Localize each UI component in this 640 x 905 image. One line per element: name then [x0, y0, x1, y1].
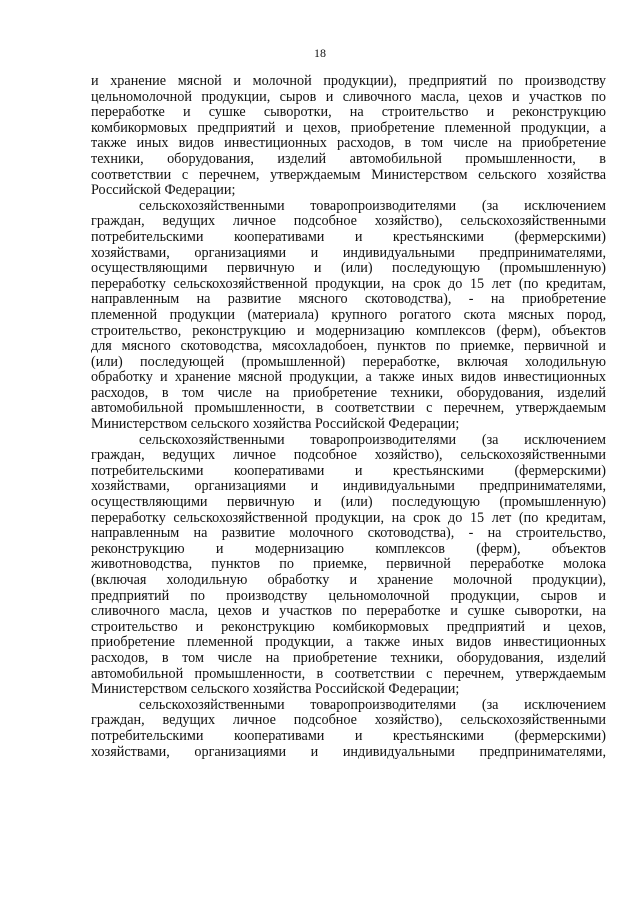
text-line: осуществляющими первичную и (или) последующую (промышленную) [91, 260, 606, 277]
text-line: хозяйствами, организациями и индивидуальными предпринимателями, [91, 244, 606, 261]
text-line: переработке и сушке сыворотки, на строительство и реконструкцию [91, 104, 606, 121]
text-line: переработку сельскохозяйственной продукции, на срок до 15 лет (по кредитам, [91, 509, 606, 526]
text-line: цельномолочной продукции, сыров и сливочного масла, цехов и участков по [91, 88, 606, 105]
text-line: сельскохозяйственными товаропроизводителями (за исключением [139, 197, 606, 214]
text-line: граждан, ведущих личное подсобное хозяйство), сельскохозяйственными [91, 447, 606, 464]
text-line: техники, оборудования, изделий автомобильной промышленности, в [91, 150, 606, 167]
page-number: 18 [314, 46, 326, 60]
paragraph [91, 433, 606, 698]
paragraph [91, 199, 606, 433]
document-body [91, 74, 606, 760]
text-line: племенной продукции (материала) крупного рогатого скота мясных пород, [91, 306, 606, 323]
text-line: соответствии с перечнем, утверждаемым Министерством сельского хозяйства [91, 166, 606, 183]
text-line: (включая холодильную обработку и хранение молочной продукции), [91, 572, 606, 588]
text-line: расходов, в том числе на приобретение техники, оборудования, изделий [91, 384, 606, 401]
text-line: животноводства, пунктов по приемке, первичной переработке молока [91, 556, 606, 573]
text-line: хозяйствами, организациями и индивидуальными предпринимателями, [91, 478, 606, 495]
text-line: потребительскими кооперативами и крестьянскими (фермерскими) [91, 462, 606, 479]
text-line: и хранение мясной и молочной продукции), предприятий по производству [91, 73, 606, 89]
text-line: осуществляющими первичную и (или) последующую (промышленную) [91, 494, 606, 511]
text-line: строительство, реконструкцию и модернизацию комплексов (ферм), объектов [91, 322, 606, 339]
text-line: направленным на развитие молочного скотоводства), - на строительство, [91, 525, 606, 542]
paragraph [91, 698, 606, 760]
text-line: предприятий по производству цельномолочной продукции, сыров и [91, 587, 606, 604]
text-line: сливочного масла, цехов и участков по переработке и сушке сыворотки, на [91, 603, 606, 620]
text-line: реконструкцию и модернизацию комплексов (ферм), объектов [91, 540, 606, 557]
text-line: автомобильной промышленности, в соответствии с перечнем, утверждаемым [91, 400, 606, 417]
text-line: сельскохозяйственными товаропроизводителями (за исключением [139, 431, 606, 448]
text-line: приобретение племенной продукции, а также иных видов инвестиционных [91, 634, 606, 651]
text-line: граждан, ведущих личное подсобное хозяйство), сельскохозяйственными [91, 213, 606, 230]
text-line: расходов, в том числе на приобретение техники, оборудования, изделий [91, 649, 606, 666]
text-line: строительство и реконструкцию комбикормовых предприятий и цехов, [91, 618, 606, 635]
text-line: комбикормовых предприятий и цехов, приобретение племенной продукции, а [91, 119, 606, 136]
text-line: потребительскими кооперативами и крестьянскими (фермерскими) [91, 727, 606, 744]
text-line: Министерством сельского хозяйства Российской Федерации; [91, 416, 460, 433]
text-line: для мясного скотоводства, мясохладобоен, пунктов по приемке, первичной и [91, 338, 606, 355]
text-line: потребительскими кооперативами и крестьянскими (фермерскими) [91, 228, 606, 245]
text-line: Министерством сельского хозяйства Российской Федерации; [91, 681, 460, 698]
text-line: переработку сельскохозяйственной продукции, на срок до 15 лет (по кредитам, [91, 275, 606, 292]
text-line: сельскохозяйственными товаропроизводителями (за исключением [139, 696, 606, 713]
text-line: Российской Федерации; [91, 182, 236, 199]
text-line: обработку и хранение мясной продукции, а также иных видов инвестиционных [91, 369, 606, 386]
text-line: (или) последующей (промышленной) переработке, включая холодильную [91, 353, 606, 370]
text-line: хозяйствами, организациями и индивидуальными предпринимателями, [91, 743, 606, 760]
paragraph [91, 74, 606, 199]
text-line: также иных видов инвестиционных расходов, в том числе на приобретение [91, 135, 606, 152]
text-line: автомобильной промышленности, в соответствии с перечнем, утверждаемым [91, 665, 606, 682]
text-line: направленным на развитие мясного скотоводства), - на приобретение [91, 291, 606, 308]
text-line: граждан, ведущих личное подсобное хозяйство), сельскохозяйственными [91, 712, 606, 729]
